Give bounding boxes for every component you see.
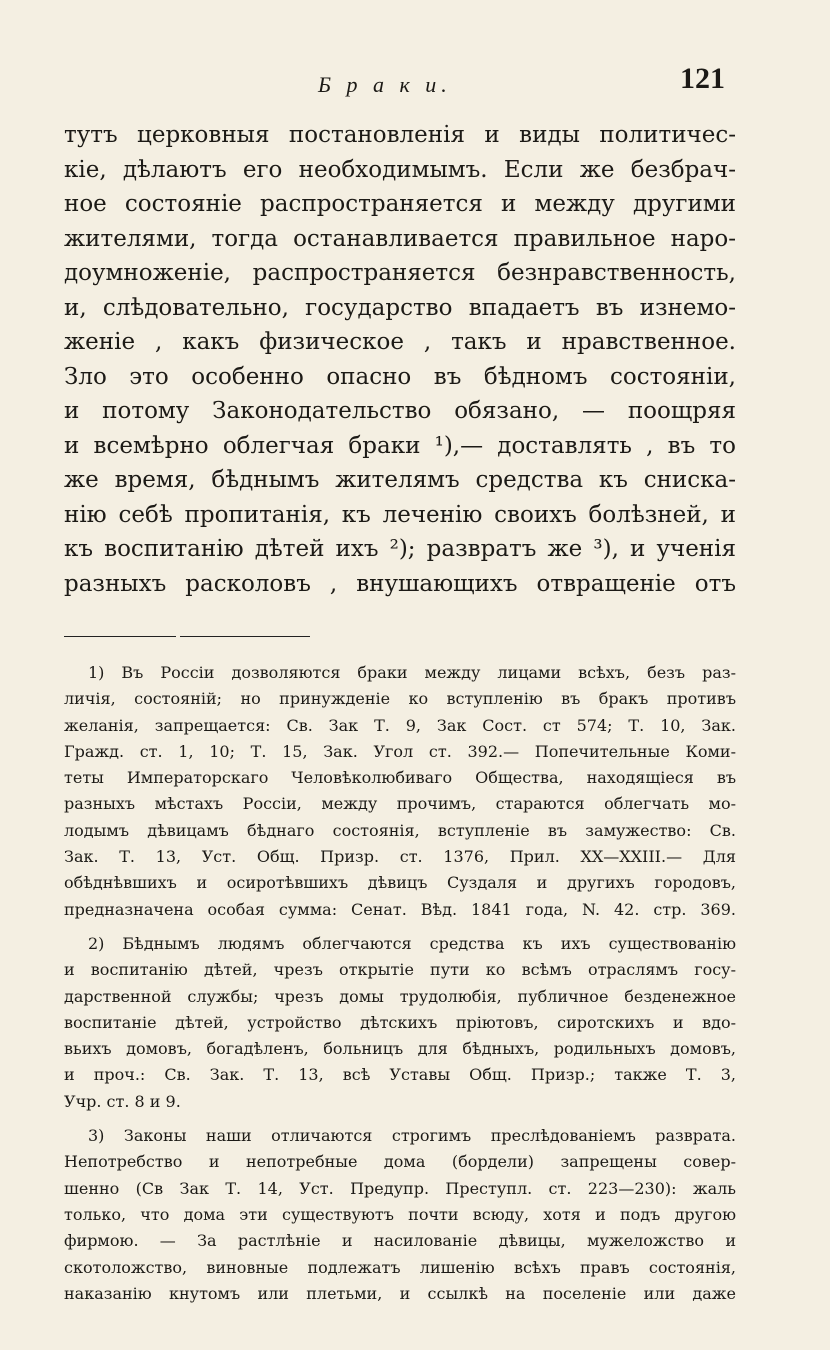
footnote-line: 2) Бѣднымъ людямъ облегчаются средства къ ихъ существованію — [88, 933, 736, 953]
footnote-separator-rule — [180, 636, 310, 637]
footnote-line: вьихъ домовъ, богадѣленъ, больницъ для бѣдныхъ, родильныхъ домовъ, — [64, 1039, 736, 1059]
footnote-line: желанія, запрещается: Св. Зак Т. 9, Зак Сост. ст 574; Т. 10, Зак. — [64, 715, 736, 735]
footnote-line: Зак. Т. 13, Уст. Общ. Призр. ст. 1376, Прил. XX—XXIII.— Для — [64, 847, 736, 867]
footnote-line: скотоложство, виновные подлежатъ лишенію всѣхъ правъ состоянія, — [64, 1257, 736, 1277]
footnote-line: только, что дома эти существуютъ почти всюду, хотя и подъ другою — [64, 1204, 736, 1224]
main-paragraph — [64, 118, 736, 601]
footnote-line: 1) Въ Россіи дозволяются браки между лицами всѣхъ, безъ раз- — [88, 663, 736, 682]
footnote-line: 3) Законы наши отличаются строгимъ преслѣдованіемъ разврата. — [88, 1126, 736, 1146]
footnote-line: шенно (Св Зак Т. 14, Уст. Предупр. Преступл. ст. 223—230): жаль — [64, 1178, 736, 1198]
text-line: и, слѣдовательно, государство впадаетъ въ изнемо- — [64, 294, 736, 321]
footnote-line: дарственной службы; чрезъ домы трудолюбія, публичное безденежное — [64, 986, 736, 1006]
text-line: и всемѣрно облегчая браки ¹),— доставлять , въ то — [64, 432, 736, 459]
footnote-line: лодымъ дѣвицамъ бѣднаго состоянія, вступленіе въ замужество: Св. — [64, 820, 736, 840]
text-line: доумноженіе, распространяется безнравственность, — [64, 260, 736, 286]
footnote-line: Гражд. ст. 1, 10; Т. 15, Зак. Угол ст. 392.— Попечительные Коми- — [64, 741, 736, 761]
footnote-line: фирмою. — За растлѣніе и насилованіе дѣвицы, мужеложство и — [64, 1231, 736, 1251]
text-line: разныхъ расколовъ , внушающихъ отвращеніе отъ — [64, 570, 736, 597]
footnote-separator-rule — [64, 636, 176, 637]
page-number: 121 — [680, 62, 725, 95]
footnote-line: обѣднѣвшихъ и осиротѣвшихъ дѣвицъ Суздаля и другихъ городовъ, — [64, 873, 736, 893]
footnote-2 — [64, 931, 736, 1115]
text-line: къ воспитанію дѣтей ихъ ²); развратъ же ³), и ученія — [64, 536, 736, 562]
footnote-1 — [64, 660, 736, 923]
footnotes — [64, 660, 736, 1307]
text-line: нію себѣ пропитанія, къ леченію своихъ болѣзней, и — [64, 501, 736, 528]
footnote-line: Непотребство и непотребные дома (бордели) запрещены совер- — [64, 1152, 736, 1172]
footnote-line: Учр. ст. 8 и 9. — [64, 1091, 181, 1111]
footnote-3 — [64, 1123, 736, 1307]
footnote-line: наказанію кнутомъ или плетьми, и ссылкѣ на поселеніе или даже — [64, 1283, 736, 1303]
text-line: женіе , какъ физическое , такъ и нравственное. — [64, 329, 736, 355]
footnote-line: теты Императорскаго Человѣколюбиваго Общества, находящіеся въ — [64, 768, 736, 788]
footnote-line: и проч.: Св. Зак. Т. 13, всѣ Уставы Общ. Призр.; также Т. 3, — [64, 1065, 736, 1085]
footnote-line: и воспитанію дѣтей, чрезъ открытіе пути ко всѣмъ отраслямъ госу- — [64, 960, 736, 980]
footnote-line: личія, состояній; но принужденіе ко вступленію въ бракъ противъ — [64, 689, 736, 709]
text-line: жителями, тогда останавливается правильное наро- — [64, 225, 736, 252]
text-line: ное состояніе распространяется и между другими — [64, 191, 736, 217]
text-line: и потому Законодательство обязано, — поощряя — [64, 398, 736, 424]
running-head — [0, 62, 830, 102]
text-line: Зло это особенно опасно въ бѣдномъ состояніи, — [64, 363, 736, 390]
footnote-line: воспитаніе дѣтей, устройство дѣтскихъ пріютовъ, сиротскихъ и вдо- — [64, 1012, 736, 1032]
text-line: тутъ церковныя постановленія и виды политичес- — [64, 122, 736, 148]
footnote-line: разныхъ мѣстахъ Россіи, между прочимъ, стараются облегчать мо- — [64, 794, 736, 814]
footnote-line: предназначена особая сумма: Сенат. Вѣд. 1841 года, N. 42. стр. 369. — [64, 899, 736, 919]
text-line: же время, бѣднымъ жителямъ средства къ сниска- — [64, 467, 736, 493]
text-line: кіе, дѣлаютъ его необходимымъ. Если же безбрач- — [64, 156, 736, 183]
running-head-title: Б р а к и. — [318, 72, 452, 97]
